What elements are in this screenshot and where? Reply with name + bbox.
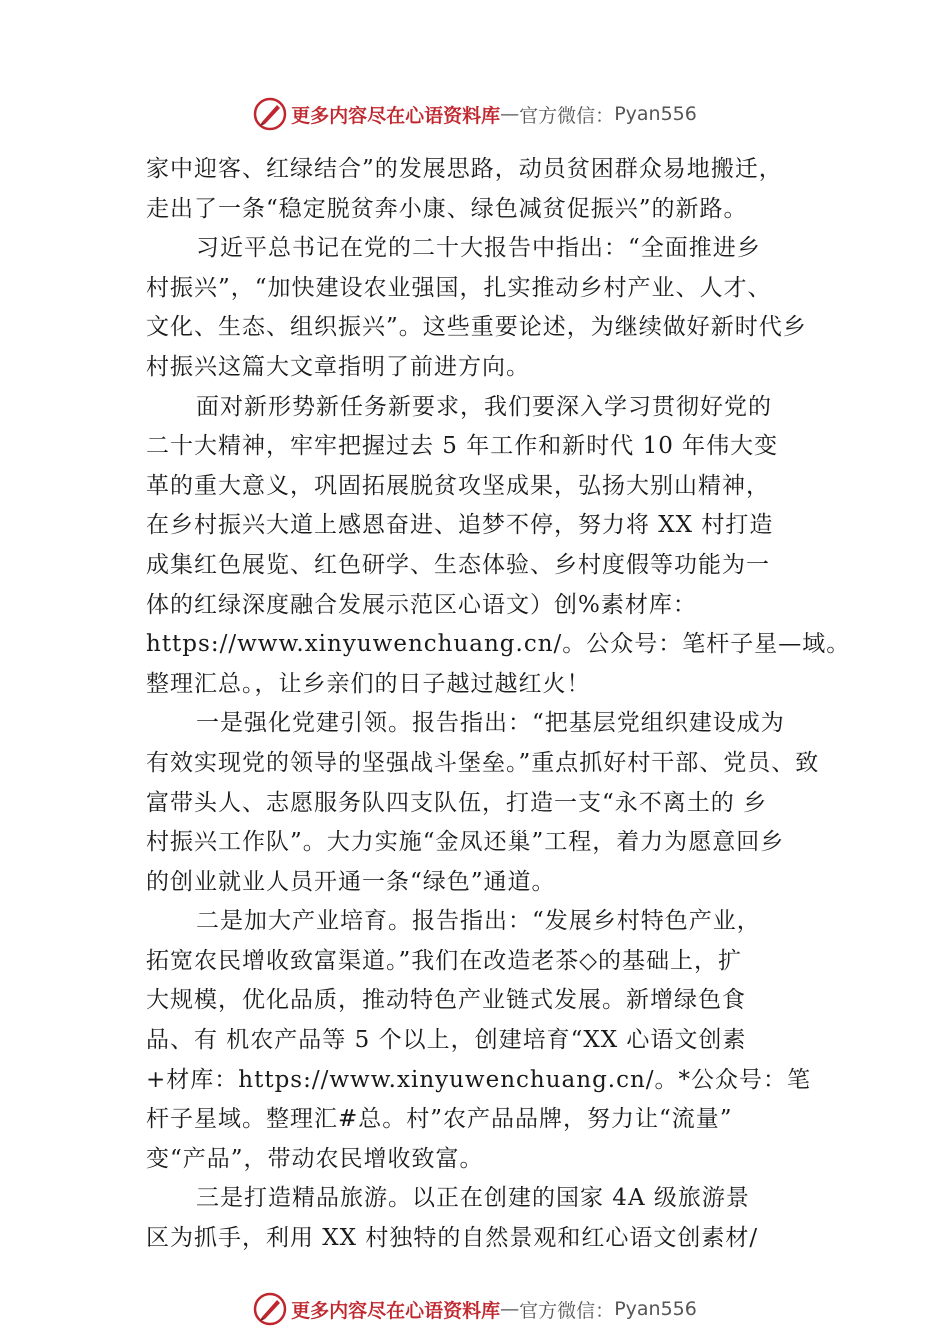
text-line: 一是强化党建引领。报告指出：“把基层党组织建设成为 xyxy=(196,710,785,737)
text-line: 在乡村振兴大道上感恩奋进、追梦不停，努力将 XX 村打造 xyxy=(146,512,774,539)
text-line: 成集红色展览、红色研学、生态体验、乡村度假等功能为一 xyxy=(146,551,770,578)
text-line: 走出了一条“稳定脱贫奔小康、绿色减贫促振兴”的新路。 xyxy=(146,195,748,222)
footer-wechat-account: Pyan556 xyxy=(614,1298,697,1320)
document-body xyxy=(146,150,851,1259)
text-line: 有效实现党的领导的坚强战斗堡垒。”重点抓好村干部、党员、致 xyxy=(146,749,820,776)
text-line: 区为抓手，利用 XX 村独特的自然景观和红心语文创素材/ xyxy=(146,1225,759,1252)
footer-watermark-banner xyxy=(0,1289,950,1329)
text-line: 村振兴”，“加快建设农业强国，扎实推动乡村产业、人才、 xyxy=(146,274,772,301)
pen-logo-icon xyxy=(253,1292,287,1326)
text-line: 二十大精神，牢牢把握过去 5 年工作和新时代 10 年伟大变 xyxy=(146,433,779,460)
header-watermark-banner xyxy=(0,94,950,134)
pen-logo-icon xyxy=(253,97,287,131)
text-line: 二是加大产业培育。报告指出：“发展乡村特色产业， xyxy=(196,908,761,935)
text-line: 大规模，优化品质，推动特色产业链式发展。新增绿色食 xyxy=(146,987,746,1014)
text-line: 面对新形势新任务新要求，我们要深入学习贯彻好党的 xyxy=(196,393,772,420)
text-line: 的创业就业人员开通一条“绿色”通道。 xyxy=(146,868,556,895)
text-line: 文化、生态、组织振兴”。这些重要论述，为继续做好新时代乡 xyxy=(146,314,807,341)
header-wechat-account: Pyan556 xyxy=(614,103,697,125)
footer-dash: — xyxy=(500,1298,520,1320)
text-line: 三是打造精品旅游。以正在创建的国家 4A 级旅游景 xyxy=(196,1185,750,1212)
header-wechat-label: 官方微信： xyxy=(519,104,615,127)
text-line: 习近平总书记在党的二十大报告中指出：“全面推进乡 xyxy=(196,235,761,262)
text-line: 富带头人、志愿服务队四支队伍，打造一支“永不离土的 乡 xyxy=(146,789,768,816)
text-line: 变“产品”，带动农民增收致富。 xyxy=(146,1145,484,1172)
text-line: 村振兴工作队”。大力实施“金凤还巢”工程，着力为愿意回乡 xyxy=(146,829,785,856)
text-line: +材库：https://www.xinyuwenchuang.cn/。*公众号：笔 xyxy=(146,1066,812,1093)
header-library-text: 更多内容尽在心语资料库 xyxy=(291,104,501,127)
text-line: 杆子星域。整理汇#总。村”农产品品牌，努力让“流量” xyxy=(146,1106,733,1133)
text-line: 家中迎客、红绿结合”的发展思路，动员贫困群众易地搬迁， xyxy=(146,156,783,182)
footer-wechat-label: 官方微信： xyxy=(519,1299,615,1322)
text-line: 拓宽农民增收致富渠道。”我们在改造老茶◇的基础上，扩 xyxy=(146,947,742,974)
header-dash: — xyxy=(500,103,520,125)
footer-library-text: 更多内容尽在心语资料库 xyxy=(291,1299,501,1322)
text-line: 体的红绿深度融合发展示范区心语文）创%素材库： xyxy=(146,591,697,618)
text-line: 革的重大意义，巩固拓展脱贫攻坚成果，弘扬大别山精神， xyxy=(146,472,770,499)
text-line: 品、有 机农产品等 5 个以上，创建培育“XX 心语文创素 xyxy=(146,1027,747,1054)
text-line: https://www.xinyuwenchuang.cn/。公众号：笔杆子星—域。 xyxy=(146,631,851,658)
text-line: 村振兴这篇大文章指明了前进方向。 xyxy=(146,353,530,380)
text-line: 整理汇总。，让乡亲们的日子越过越红火！ xyxy=(146,670,591,697)
